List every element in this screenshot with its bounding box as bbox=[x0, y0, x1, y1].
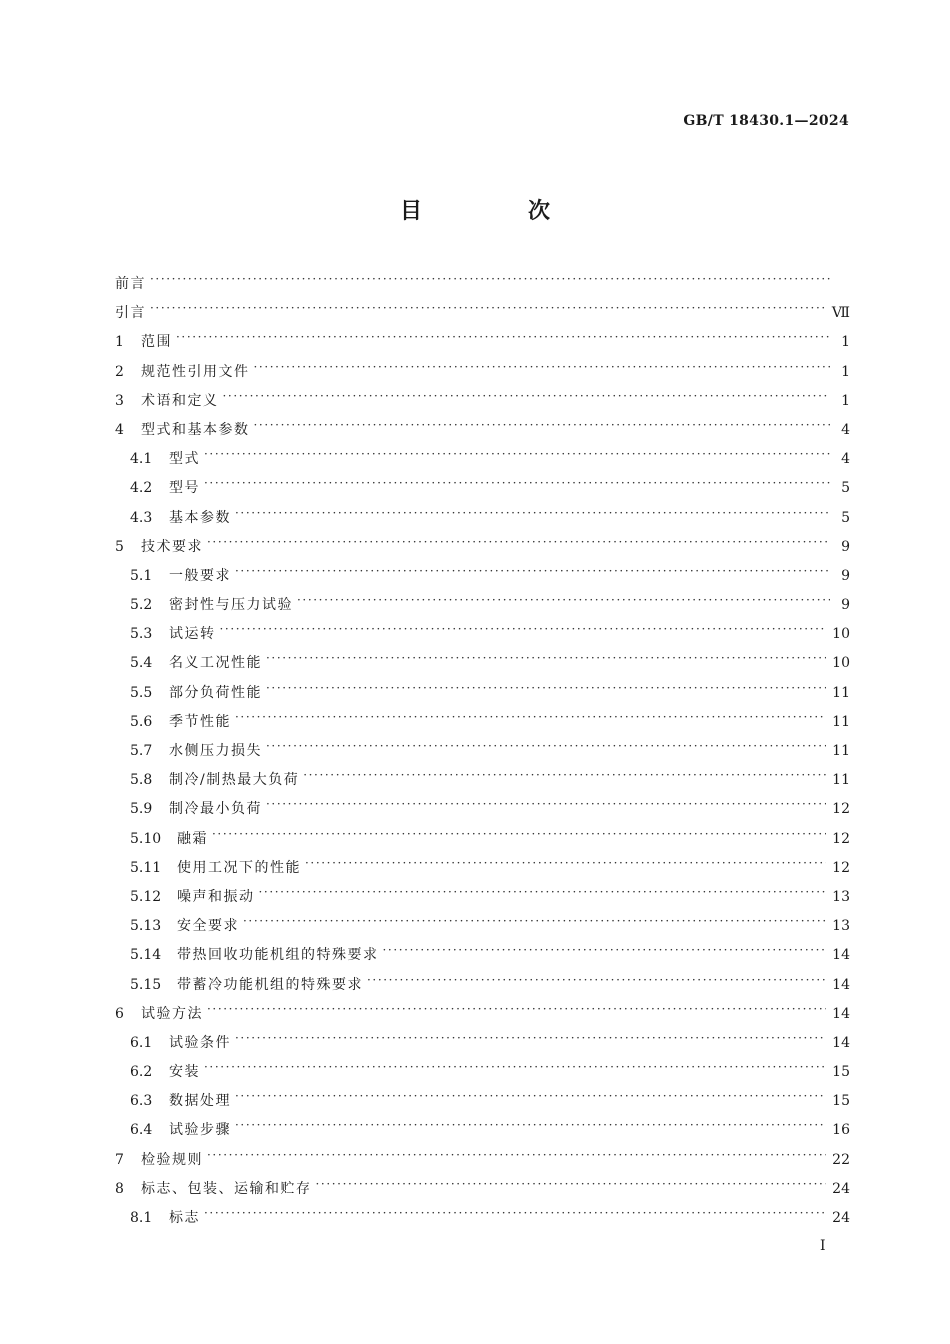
toc-entry-label: 试验方法 bbox=[141, 1005, 203, 1022]
toc-entry-page: 14 bbox=[832, 1005, 850, 1022]
toc-entry-page: 15 bbox=[832, 1093, 850, 1110]
toc-entry-page: Ⅶ bbox=[831, 305, 850, 322]
toc-entry-page: 15 bbox=[832, 1064, 850, 1081]
toc-entry-label: 范围 bbox=[141, 334, 172, 351]
toc-dot-leader bbox=[305, 856, 826, 872]
toc-entry-label: 安装 bbox=[169, 1064, 200, 1081]
toc-entry-page: 14 bbox=[832, 1034, 850, 1051]
toc-entry-label: 标志 bbox=[169, 1210, 200, 1226]
toc-dot-leader bbox=[254, 360, 831, 376]
toc-entry-number: 5.13 bbox=[130, 918, 162, 935]
toc-entry-number: 5.5 bbox=[130, 684, 153, 701]
toc-entry-page: 12 bbox=[832, 859, 850, 876]
toc-dot-leader bbox=[316, 1177, 827, 1193]
toc-entry[interactable] bbox=[115, 971, 850, 1000]
toc-entry-label: 型式 bbox=[169, 451, 200, 468]
toc-entry[interactable] bbox=[115, 387, 850, 416]
toc-entry-label: 噪声和振动 bbox=[177, 888, 255, 905]
toc-dot-leader bbox=[266, 651, 826, 667]
toc-entry-page: 14 bbox=[832, 947, 850, 964]
toc-entry-label: 基本参数 bbox=[169, 509, 231, 526]
toc-entry-page: 9 bbox=[841, 538, 850, 555]
toc-dot-leader bbox=[297, 593, 830, 609]
toc-dot-leader bbox=[303, 768, 826, 784]
toc-entry-number: 5.14 bbox=[130, 947, 162, 964]
toc-entry-page: 11 bbox=[832, 743, 850, 759]
toc-entry[interactable] bbox=[115, 1116, 850, 1145]
toc-entry[interactable] bbox=[115, 766, 850, 795]
toc-entry-page: 11 bbox=[832, 684, 850, 701]
toc-entry[interactable] bbox=[115, 445, 850, 474]
toc-entry-label: 试验条件 bbox=[169, 1034, 231, 1051]
toc-entry-page: 1 bbox=[841, 334, 850, 351]
toc-entry-label: 制冷最小负荷 bbox=[169, 801, 262, 818]
toc-dot-leader bbox=[212, 827, 826, 843]
toc-entry-label: 密封性与压力试验 bbox=[169, 597, 293, 614]
toc-entry[interactable] bbox=[115, 474, 850, 503]
toc-entry-page: 9 bbox=[841, 567, 850, 584]
toc-entry-label: 安全要求 bbox=[177, 918, 239, 935]
toc-entry[interactable] bbox=[115, 416, 850, 445]
toc-entry-page: 11 bbox=[832, 713, 850, 730]
toc-dot-leader bbox=[204, 1206, 826, 1222]
toc-entry-label: 技术要求 bbox=[141, 538, 203, 555]
toc-entry[interactable] bbox=[115, 1029, 850, 1058]
toc-entry-label: 数据处理 bbox=[169, 1093, 231, 1110]
toc-entry-page: 24 bbox=[832, 1180, 850, 1197]
toc-entry-label: 试运转 bbox=[169, 626, 216, 643]
toc-entry[interactable] bbox=[115, 328, 850, 357]
toc-entry[interactable] bbox=[115, 649, 850, 678]
toc-entry-label: 前言 bbox=[115, 276, 146, 292]
toc-dot-leader bbox=[207, 1002, 826, 1018]
toc-entry-number: 3 bbox=[115, 392, 124, 409]
toc-entry-number: 5.8 bbox=[130, 772, 153, 789]
toc-entry-page: 24 bbox=[832, 1210, 850, 1226]
toc-dot-leader bbox=[235, 506, 830, 522]
toc-entry[interactable] bbox=[115, 737, 850, 766]
toc-dot-leader bbox=[207, 535, 830, 551]
toc-entry-page: 4 bbox=[841, 451, 850, 468]
toc-entry-number: 5.1 bbox=[130, 567, 153, 584]
toc-entry[interactable] bbox=[115, 1000, 850, 1029]
toc-entry-number: 5.3 bbox=[130, 626, 153, 643]
toc-list bbox=[115, 270, 850, 1233]
toc-entry-label: 引言 bbox=[115, 305, 146, 322]
toc-entry-number: 5.9 bbox=[130, 801, 153, 818]
toc-entry-page: 11 bbox=[832, 772, 850, 789]
toc-entry[interactable] bbox=[115, 504, 850, 533]
toc-entry-page: 22 bbox=[832, 1151, 850, 1168]
toc-dot-leader bbox=[204, 447, 830, 463]
toc-entry-label: 标志、包装、运输和贮存 bbox=[141, 1180, 312, 1197]
toc-entry[interactable] bbox=[115, 358, 850, 387]
toc-dot-leader bbox=[259, 885, 827, 901]
toc-dot-leader bbox=[235, 564, 830, 580]
toc-entry[interactable] bbox=[115, 708, 850, 737]
footer-page-number: Ⅰ bbox=[820, 1238, 826, 1254]
toc-entry-label: 季节性能 bbox=[169, 713, 231, 730]
toc-entry-page: 5 bbox=[841, 480, 850, 497]
toc-entry-number: 8 bbox=[115, 1180, 124, 1197]
toc-entry-number: 4 bbox=[115, 421, 124, 438]
toc-entry-number: 6 bbox=[115, 1005, 124, 1022]
toc-entry-page: 13 bbox=[832, 918, 850, 935]
toc-entry-number: 2 bbox=[115, 363, 124, 380]
toc-entry-number: 6.4 bbox=[130, 1122, 153, 1139]
toc-entry-page: 4 bbox=[841, 421, 850, 438]
toc-entry-label: 术语和定义 bbox=[141, 392, 219, 409]
toc-entry-page: 5 bbox=[841, 509, 850, 526]
toc-entry-number: 5.2 bbox=[130, 597, 153, 614]
toc-entry-number: 6.1 bbox=[130, 1034, 153, 1051]
toc-dot-leader bbox=[176, 330, 830, 346]
toc-entry[interactable] bbox=[115, 533, 850, 562]
toc-entry-label: 部分负荷性能 bbox=[169, 684, 262, 701]
toc-entry-number: 8.1 bbox=[130, 1210, 153, 1226]
toc-dot-leader bbox=[235, 710, 826, 726]
toc-entry-label: 融霜 bbox=[177, 830, 208, 847]
toc-entry[interactable] bbox=[115, 562, 850, 591]
toc-entry-number: 6.3 bbox=[130, 1093, 153, 1110]
toc-entry[interactable] bbox=[115, 825, 850, 854]
toc-entry-label: 型式和基本参数 bbox=[141, 421, 250, 438]
toc-entry-page: 13 bbox=[832, 888, 850, 905]
toc-entry-label: 水侧压力损失 bbox=[169, 743, 262, 759]
toc-dot-leader bbox=[204, 1060, 826, 1076]
toc-entry-number: 4.2 bbox=[130, 480, 153, 497]
toc-entry[interactable] bbox=[115, 1175, 850, 1204]
toc-dot-leader bbox=[235, 1118, 826, 1134]
toc-entry-page: 1 bbox=[841, 363, 850, 380]
toc-entry[interactable] bbox=[115, 679, 850, 708]
toc-entry-page: 1 bbox=[841, 392, 850, 409]
toc-entry-number: 5.10 bbox=[130, 830, 162, 847]
toc-dot-leader bbox=[150, 272, 830, 288]
toc-entry-number: 7 bbox=[115, 1151, 124, 1168]
toc-entry-number: 6.2 bbox=[130, 1064, 153, 1081]
toc-entry-label: 带热回收功能机组的特殊要求 bbox=[177, 947, 379, 964]
toc-entry[interactable] bbox=[115, 1146, 850, 1175]
toc-title: 目 次 bbox=[399, 198, 592, 224]
toc-dot-leader bbox=[207, 1148, 826, 1164]
toc-entry-label: 制冷/制热最大负荷 bbox=[169, 772, 300, 789]
toc-entry[interactable] bbox=[115, 270, 850, 299]
toc-entry[interactable] bbox=[115, 883, 850, 912]
toc-entry-number: 1 bbox=[115, 334, 124, 351]
toc-entry-label: 试验步骤 bbox=[169, 1122, 231, 1139]
toc-entry-page: 10 bbox=[832, 626, 850, 643]
toc-entry-number: 4.3 bbox=[130, 509, 153, 526]
toc-entry-page: 9 bbox=[841, 597, 850, 614]
toc-dot-leader bbox=[204, 476, 830, 492]
toc-dot-leader bbox=[266, 739, 826, 755]
toc-entry-label: 型号 bbox=[169, 480, 200, 497]
toc-entry-label: 名义工况性能 bbox=[169, 655, 262, 672]
toc-entry-number: 5.4 bbox=[130, 655, 153, 672]
toc-entry-number: 5.7 bbox=[130, 743, 153, 759]
toc-dot-leader bbox=[243, 914, 826, 930]
toc-entry[interactable] bbox=[115, 299, 850, 328]
toc-entry[interactable] bbox=[115, 795, 850, 824]
toc-entry[interactable] bbox=[115, 1058, 850, 1087]
toc-entry-label: 一般要求 bbox=[169, 567, 231, 584]
toc-dot-leader bbox=[235, 1031, 826, 1047]
toc-entry-number: 4.1 bbox=[130, 451, 153, 468]
toc-dot-leader bbox=[235, 1089, 826, 1105]
toc-entry-page: 10 bbox=[832, 655, 850, 672]
toc-entry-page: 12 bbox=[832, 830, 850, 847]
toc-dot-leader bbox=[383, 943, 827, 959]
toc-dot-leader bbox=[223, 389, 831, 405]
toc-entry-label: 带蓄冷功能机组的特殊要求 bbox=[177, 976, 363, 993]
toc-entry[interactable] bbox=[115, 941, 850, 970]
toc-entry-number: 5.15 bbox=[130, 976, 162, 993]
toc-entry[interactable] bbox=[115, 854, 850, 883]
toc-entry[interactable] bbox=[115, 620, 850, 649]
toc-entry[interactable] bbox=[115, 912, 850, 941]
toc-dot-leader bbox=[266, 681, 826, 697]
toc-entry-page: 14 bbox=[832, 976, 850, 993]
standard-number: GB/T 18430.1—2024 bbox=[683, 113, 849, 129]
toc-dot-leader bbox=[150, 301, 826, 317]
toc-entry-number: 5 bbox=[115, 538, 124, 555]
toc-entry[interactable] bbox=[115, 1204, 850, 1233]
toc-entry-number: 5.12 bbox=[130, 888, 162, 905]
toc-entry-number: 5.6 bbox=[130, 713, 153, 730]
toc-entry-page: 16 bbox=[832, 1122, 850, 1139]
toc-entry-label: 检验规则 bbox=[141, 1151, 203, 1168]
toc-dot-leader bbox=[220, 622, 827, 638]
toc-entry-number: 5.11 bbox=[130, 859, 162, 876]
toc-entry-label: 使用工况下的性能 bbox=[177, 859, 301, 876]
toc-entry-label: 规范性引用文件 bbox=[141, 363, 250, 380]
toc-dot-leader bbox=[254, 418, 831, 434]
toc-entry-page: 12 bbox=[832, 801, 850, 818]
toc-entry[interactable] bbox=[115, 591, 850, 620]
toc-dot-leader bbox=[266, 797, 826, 813]
toc-entry[interactable] bbox=[115, 1087, 850, 1116]
toc-dot-leader bbox=[367, 973, 826, 989]
